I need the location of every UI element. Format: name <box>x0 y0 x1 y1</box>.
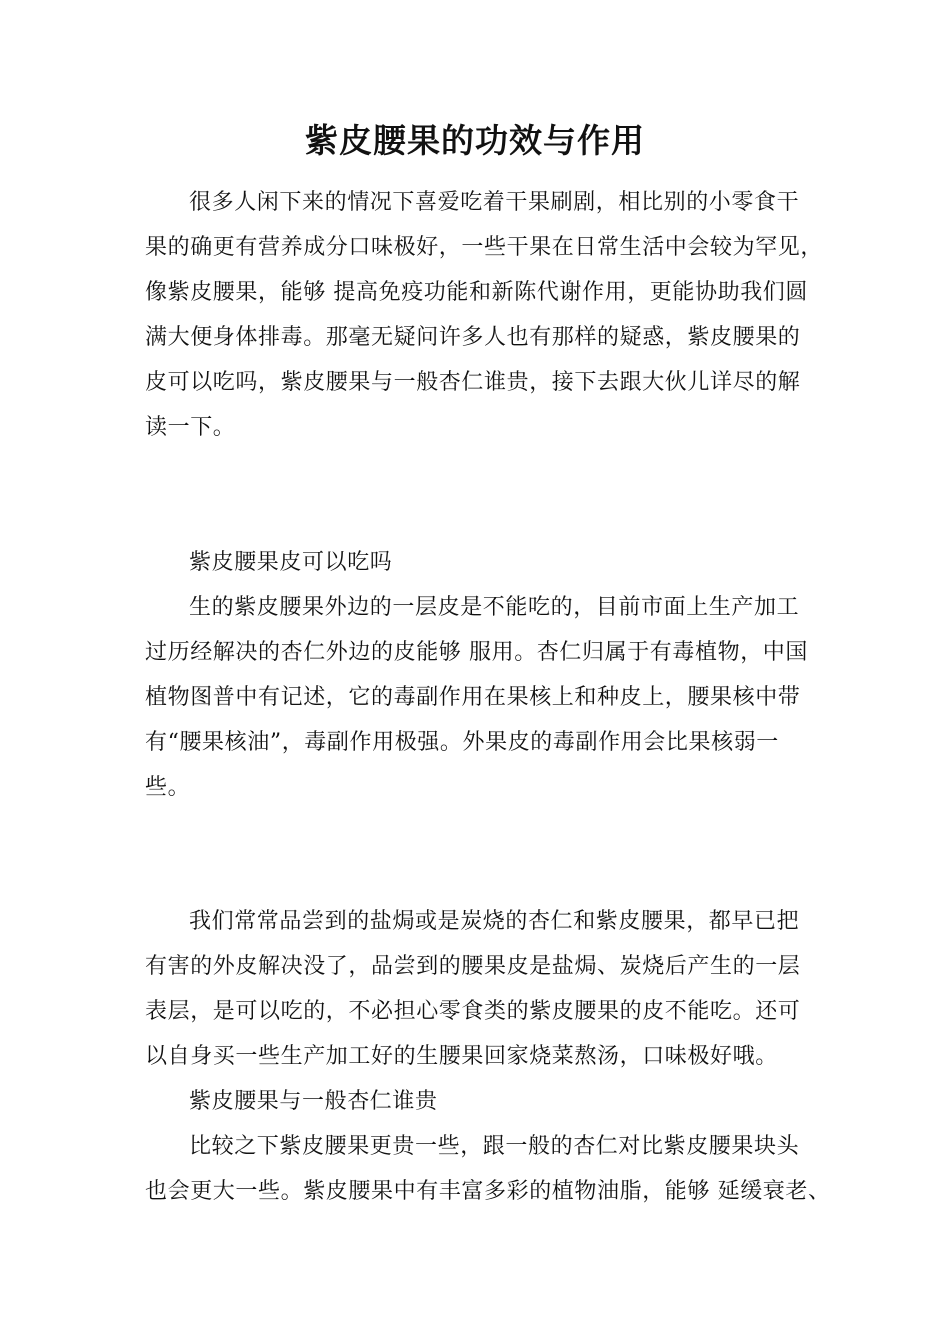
paragraph-line: 很多人闲下来的情况下喜爱吃着干果刷剧，相比别的小零食干 <box>189 190 800 215</box>
paragraph-line: 果的确更有营养成分口味极好，一些干果在日常生活中会较为罕见， <box>145 235 824 260</box>
paragraph-line: 我们常常品尝到的盐焗或是炭烧的杏仁和紫皮腰果，都早已把 <box>189 909 800 934</box>
paragraph-line: 以自身买一些生产加工好的生腰果回家烧菜熬汤，口味极好哦。 <box>145 1044 778 1069</box>
paragraph-line: 皮可以吃吗，紫皮腰果与一般杏仁谁贵，接下去跟大伙儿详尽的解 <box>145 370 801 395</box>
section-heading: 紫皮腰果与一般杏仁谁贵 <box>189 1089 438 1114</box>
paragraph-line: 表层，是可以吃的，不必担心零食类的紫皮腰果的皮不能吃。还可 <box>145 999 801 1024</box>
paragraph-line: 生的紫皮腰果外边的一层皮是不能吃的，目前市面上生产加工 <box>189 595 800 620</box>
section-heading: 紫皮腰果皮可以吃吗 <box>189 550 393 575</box>
paragraph-line: 比较之下紫皮腰果更贵一些，跟一般的杏仁对比紫皮腰果块头 <box>189 1134 800 1159</box>
paragraph-line: 有害的外皮解决没了，品尝到的腰果皮是盐焗、炭烧后产生的一层 <box>145 954 801 979</box>
paragraph-line: 满大便身体排毒。那毫无疑问许多人也有那样的疑惑，紫皮腰果的 <box>145 325 801 350</box>
paragraph-line: 像紫皮腰果，能够 提高免疫功能和新陈代谢作用，更能协助我们圆 <box>145 280 808 305</box>
document-title: 紫皮腰果的功效与作用 <box>305 121 645 160</box>
paragraph-line: 读一下。 <box>145 415 236 440</box>
paragraph-line: 些。 <box>145 775 191 800</box>
paragraph-line: 有“腰果核油”，毒副作用极强。外果皮的毒副作用会比果核弱一 <box>145 730 779 755</box>
paragraph-line: 过历经解决的杏仁外边的皮能够 服用。杏仁归属于有毒植物，中国 <box>145 640 808 665</box>
paragraph-line: 植物图普中有记述，它的毒副作用在果核上和种皮上，腰果核中带 <box>145 685 801 710</box>
paragraph-line: 也会更大一些。紫皮腰果中有丰富多彩的植物油脂，能够 延缓衰老、 <box>145 1179 831 1204</box>
